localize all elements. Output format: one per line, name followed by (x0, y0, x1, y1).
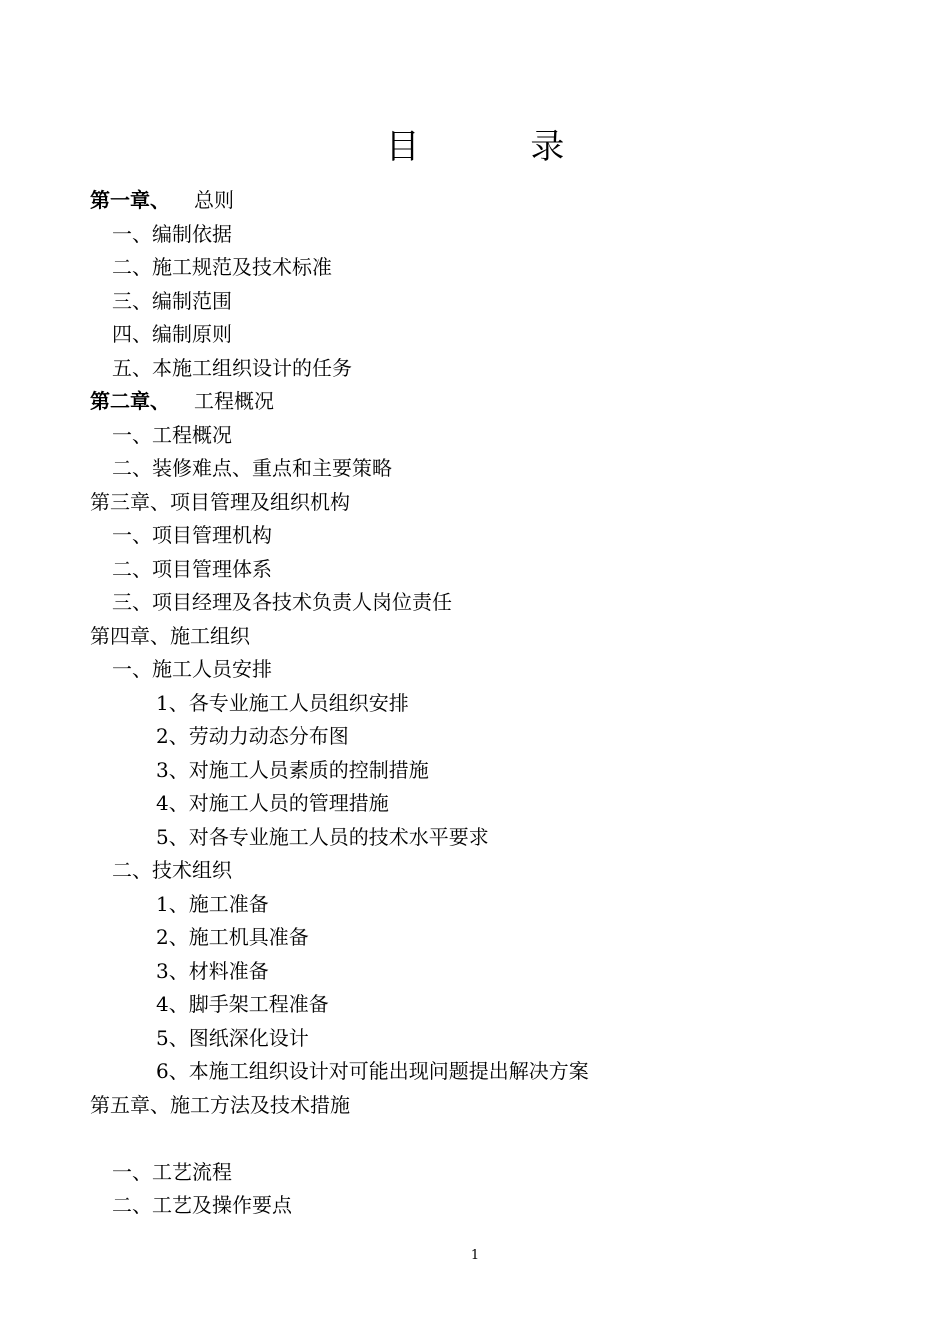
page-number: 1 (470, 1248, 480, 1263)
toc-entry-label: 总则 (194, 188, 234, 212)
toc-entry: 一、工程概况 (112, 422, 232, 447)
toc-entry-chapter-5: 第五章、施工方法及技术措施 (90, 1092, 350, 1117)
toc-entry-label: 工程概况 (194, 389, 274, 413)
chapter-prefix: 第一章、 (90, 188, 170, 212)
toc-entry: 三、项目经理及各技术负责人岗位责任 (112, 590, 452, 614)
toc-subentry: 5、图纸深化设计 (156, 1025, 309, 1050)
toc-entry: 二、工艺及操作要点 (112, 1193, 292, 1217)
toc-entry: 二、技术组织 (112, 858, 232, 882)
toc-subentry: 4、对施工人员的管理措施 (156, 791, 389, 815)
toc-subentry: 5、对各专业施工人员的技术水平要求 (156, 824, 489, 849)
toc-subentry: 1、施工准备 (156, 891, 269, 916)
toc-subentry: 6、本施工组织设计对可能出现问题提出解决方案 (156, 1059, 589, 1083)
toc-entry-chapter-2 (90, 385, 850, 419)
toc-title: 目 录 (385, 127, 615, 167)
toc-entry-chapter-1 (90, 184, 850, 218)
toc-entry: 一、项目管理机构 (112, 523, 272, 547)
toc-subentry: 2、劳动力动态分布图 (156, 724, 349, 748)
toc-subentry: 4、脚手架工程准备 (156, 992, 329, 1016)
toc-entry: 一、施工人员安排 (112, 657, 272, 681)
toc-entry-chapter-4: 第四章、施工组织 (90, 623, 250, 648)
toc-subentry: 1、各专业施工人员组织安排 (156, 690, 409, 715)
toc-entry-chapter-3: 第三章、项目管理及组织机构 (90, 489, 350, 514)
toc-subentry: 3、材料准备 (156, 958, 269, 983)
toc-entry: 二、项目管理体系 (112, 556, 272, 581)
toc-entry: 三、编制范围 (112, 288, 232, 313)
toc-subentry: 3、对施工人员素质的控制措施 (156, 757, 429, 782)
toc-subentry: 2、施工机具准备 (156, 925, 309, 949)
toc-entry: 五、本施工组织设计的任务 (112, 355, 352, 380)
toc-entry: 二、装修难点、重点和主要策略 (112, 456, 392, 480)
blank-line (90, 1122, 850, 1156)
toc-entry: 四、编制原则 (112, 322, 232, 346)
toc-entry: 二、施工规范及技术标准 (112, 255, 332, 279)
toc-entry: 一、编制依据 (112, 221, 232, 246)
table-of-contents (90, 184, 850, 1223)
toc-entry: 一、工艺流程 (112, 1159, 232, 1184)
chapter-prefix: 第二章、 (90, 389, 170, 413)
